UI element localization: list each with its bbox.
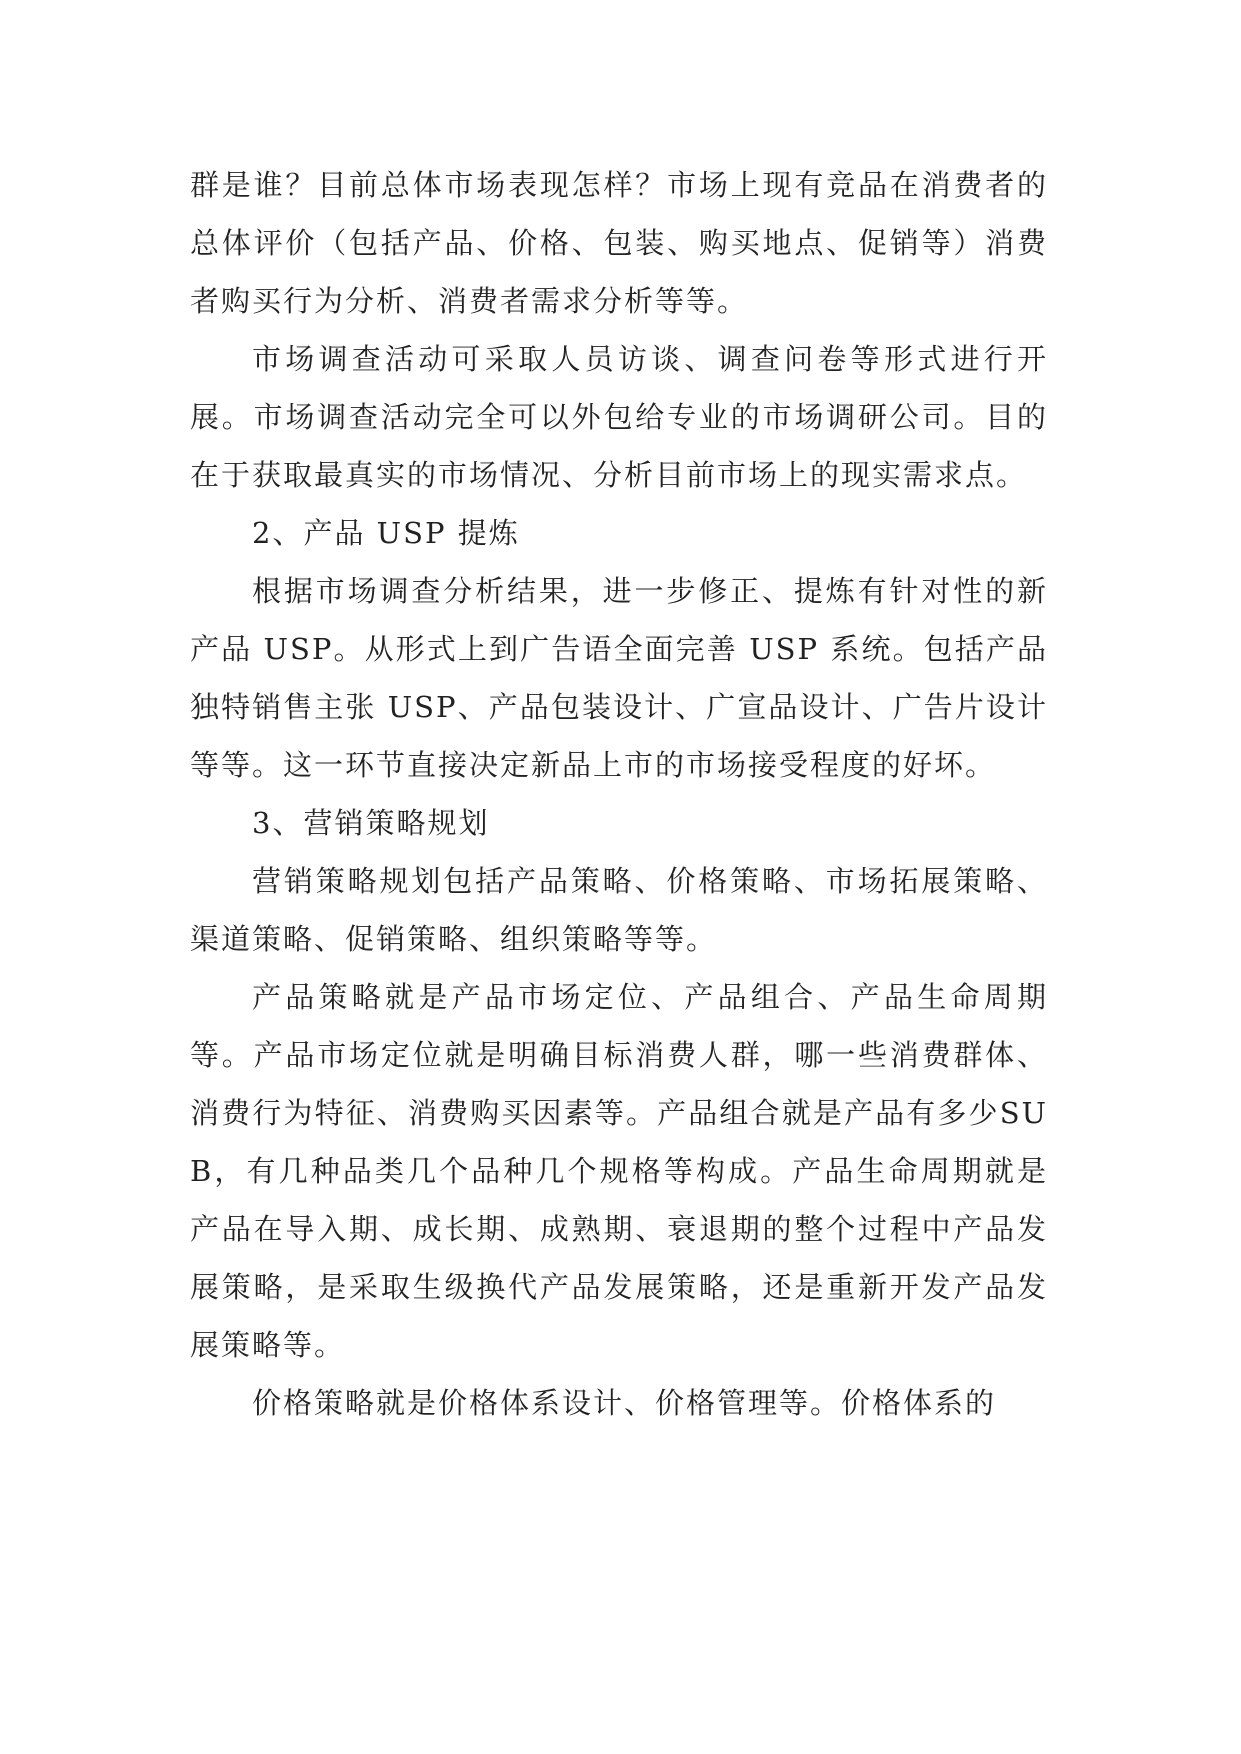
section-heading-3: 3、营销策略规划 [252,806,490,840]
paragraph-6: 价格策略就是价格体系设计、价格管理等。价格体系的 [252,1386,997,1420]
paragraph-5: 产品策略就是产品市场定位、产品组合、产品生命周期等。产品市场定位就是明确目标消费人群，哪一些消费群体、消费行为特征、消费购买因素等。产品组合就是产品有多少SUB，有几种品类几个品种几个规格等构成。产品生命周期就是产品在导入期、成长期、成熟期、衰退期的整个过程中产品发展策略，是采取生级换代产品发展策略，还是重新开发产品发展策略等。 [190,980,1048,1362]
paragraph-3: 根据市场调查分析结果，进一步修正、提炼有针对性的新产品 USP。从形式上到广告语全面完善 USP 系统。包括产品独特销售主张 USP、产品包装设计、广宣品设计、广告片设计等等。这一环节直接决定新品上市的市场接受程度的好坏。 [190,574,1048,782]
paragraph-1: 群是谁？目前总体市场表现怎样？市场上现有竞品在消费者的总体评价（包括产品、价格、包装、购买地点、促销等）消费者购买行为分析、消费者需求分析等等。 [190,168,1048,318]
paragraph-4: 营销策略规划包括产品策略、价格策略、市场拓展策略、渠道策略、促销策略、组织策略等等。 [190,864,1048,956]
paragraph-2: 市场调查活动可采取人员访谈、调查问卷等形式进行开展。市场调查活动完全可以外包给专业的市场调研公司。目的在于获取最真实的市场情况、分析目前市场上的现实需求点。 [190,342,1048,492]
section-heading-2: 2、产品 USP 提炼 [252,516,520,550]
document-page [190,156,1048,1432]
